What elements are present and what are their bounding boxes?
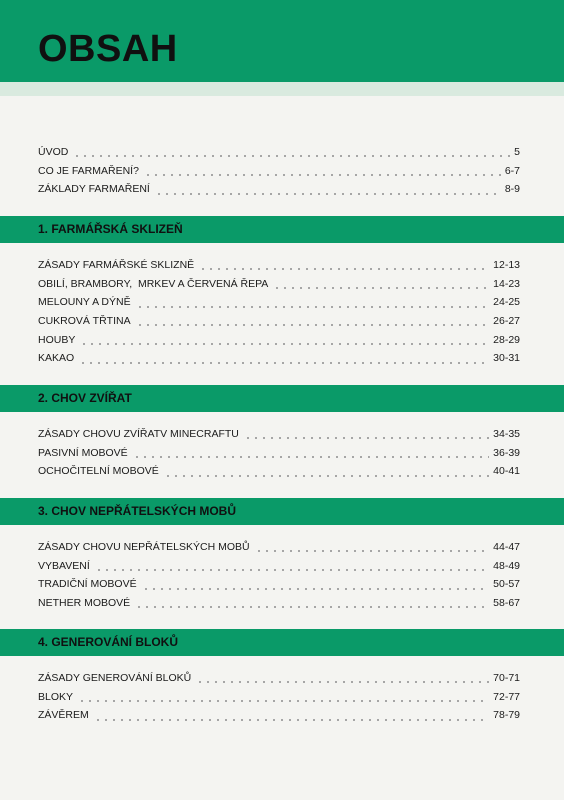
dot-leader bbox=[196, 681, 489, 683]
toc-entry-label: ZÁSADY FARMÁŘSKÉ SKLIZNĚ bbox=[38, 259, 195, 271]
dot-leader bbox=[94, 719, 489, 721]
toc-intro-list bbox=[38, 147, 520, 203]
toc-entry-page: 28-29 bbox=[493, 333, 520, 346]
toc-entry-page: 14-23 bbox=[493, 277, 520, 290]
toc-entry[interactable] bbox=[38, 353, 520, 372]
toc-entry[interactable] bbox=[38, 429, 520, 448]
toc-entry[interactable] bbox=[38, 692, 520, 711]
toc-entry-label: VYBAVENÍ bbox=[38, 559, 90, 572]
toc-entry[interactable] bbox=[38, 673, 520, 692]
toc-entry-label: OBILÍ, BRAMBORY, MRKEV A ČERVENÁ ŘEPA bbox=[38, 277, 269, 290]
toc-entry-label: TRADIČNÍ MOBOVÉ bbox=[38, 578, 137, 591]
toc-entry[interactable] bbox=[38, 710, 520, 729]
toc-entry-label: ZÁKLADY FARMAŘENÍ bbox=[38, 183, 150, 196]
dot-leader bbox=[164, 475, 489, 477]
toc-entry[interactable] bbox=[38, 598, 520, 617]
section-title: 1. FARMÁŘSKÁ SKLIZEŇ bbox=[38, 222, 183, 236]
toc-section-list bbox=[38, 260, 520, 372]
dot-leader bbox=[95, 569, 489, 571]
toc-entry[interactable] bbox=[38, 542, 520, 561]
toc-entry[interactable] bbox=[38, 316, 520, 335]
dot-leader bbox=[80, 343, 489, 345]
toc-entry[interactable] bbox=[38, 166, 520, 185]
toc-section-list bbox=[38, 542, 520, 617]
dot-leader bbox=[133, 456, 489, 458]
toc-entry-page: 70-71 bbox=[493, 672, 520, 684]
page-title: OBSAH bbox=[38, 28, 178, 70]
dot-leader bbox=[135, 606, 489, 608]
toc-entry[interactable] bbox=[38, 184, 520, 203]
dot-leader bbox=[255, 550, 490, 552]
dot-leader bbox=[199, 268, 489, 270]
dot-leader bbox=[136, 324, 490, 326]
toc-entry-label: CO JE FARMAŘENÍ? bbox=[38, 164, 139, 177]
toc-entry-label: BLOKY bbox=[38, 690, 74, 703]
toc-entry-page: 50-57 bbox=[493, 578, 520, 591]
toc-entry-page: 8-9 bbox=[504, 183, 520, 196]
toc-entry[interactable] bbox=[38, 147, 520, 166]
section-title: 2. CHOV ZVÍŘAT bbox=[38, 391, 132, 405]
toc-section-list bbox=[38, 673, 520, 729]
toc-entry-label: ZÁSADY CHOVU ZVÍŘATV MINECRAFTU bbox=[38, 428, 239, 440]
toc-entry-label: NETHER MOBOVÉ bbox=[38, 597, 131, 610]
dot-leader bbox=[136, 306, 490, 308]
toc-entry[interactable] bbox=[38, 448, 520, 467]
toc-entry-page: 6-7 bbox=[504, 164, 520, 177]
toc-entry-page: 24-25 bbox=[493, 296, 520, 309]
toc-entry[interactable] bbox=[38, 466, 520, 485]
section-header bbox=[0, 385, 564, 412]
toc-entry-label: PASIVNÍ MOBOVÉ bbox=[38, 446, 128, 459]
toc-entry-label: CUKROVÁ TŘTINA bbox=[38, 315, 131, 328]
toc-entry-label: KAKAO bbox=[38, 352, 75, 365]
header-banner bbox=[0, 0, 564, 82]
toc-entry-page: 36-39 bbox=[493, 446, 520, 459]
toc-entry-page: 40-41 bbox=[493, 465, 520, 478]
toc-entry-label: ZÁVĚREM bbox=[38, 709, 89, 722]
section-title: 3. CHOV NEPŘÁTELSKÝCH MOBŮ bbox=[38, 504, 237, 518]
toc-entry[interactable] bbox=[38, 335, 520, 354]
section-header bbox=[0, 216, 564, 243]
toc-entry-label: ZÁSADY CHOVU NEPŘÁTELSKÝCH MOBŮ bbox=[38, 541, 250, 553]
toc-entry-label: MELOUNY A DÝNĚ bbox=[38, 296, 131, 309]
toc-entry-page: 44-47 bbox=[493, 541, 520, 553]
toc-entry-page: 12-13 bbox=[493, 259, 520, 271]
toc-entry[interactable] bbox=[38, 279, 520, 298]
toc-entry-label: ZÁSADY GENEROVÁNÍ BLOKŮ bbox=[38, 672, 192, 684]
dot-leader bbox=[273, 287, 489, 289]
toc-entry-page: 34-35 bbox=[493, 428, 520, 440]
toc-entry[interactable] bbox=[38, 297, 520, 316]
dot-leader bbox=[79, 362, 489, 364]
toc-entry-page: 48-49 bbox=[493, 559, 520, 572]
section-title: 4. GENEROVÁNÍ BLOKŮ bbox=[38, 635, 179, 649]
dot-leader bbox=[244, 437, 489, 439]
toc-entry-page: 5 bbox=[514, 146, 520, 158]
dot-leader bbox=[142, 588, 490, 590]
toc-entry-label: ÚVOD bbox=[38, 146, 69, 158]
toc-entry-page: 26-27 bbox=[493, 315, 520, 328]
dot-leader bbox=[155, 193, 501, 195]
toc-entry-label: HOUBY bbox=[38, 333, 76, 346]
toc-entry[interactable] bbox=[38, 579, 520, 598]
section-header bbox=[0, 629, 564, 656]
dot-leader bbox=[78, 700, 489, 702]
toc-entry-page: 30-31 bbox=[493, 352, 520, 365]
toc-entry-page: 58-67 bbox=[493, 597, 520, 610]
dot-leader bbox=[73, 155, 510, 157]
toc-entry-label: OCHOČITELNÍ MOBOVÉ bbox=[38, 465, 159, 478]
header-strip bbox=[0, 82, 564, 96]
toc-entry[interactable] bbox=[38, 260, 520, 279]
toc-entry[interactable] bbox=[38, 561, 520, 580]
toc-entry-page: 72-77 bbox=[493, 690, 520, 703]
section-header bbox=[0, 498, 564, 525]
toc-entry-page: 78-79 bbox=[493, 709, 520, 722]
toc-section-list bbox=[38, 429, 520, 485]
dot-leader bbox=[144, 174, 501, 176]
